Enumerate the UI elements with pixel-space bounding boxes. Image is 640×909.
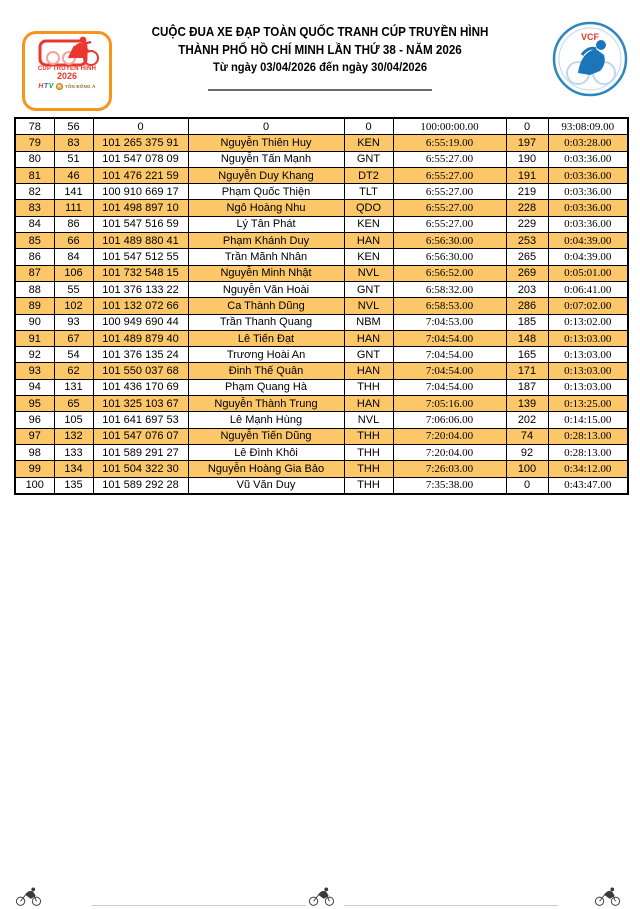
footer-line-right <box>344 905 558 906</box>
cell-uci_id: 101 489 880 41 <box>93 233 188 249</box>
cell-gap: 0:03:36.00 <box>548 167 628 183</box>
cell-name: Phạm Quốc Thiện <box>188 184 344 200</box>
cell-time: 7:20:04.00 <box>393 428 506 444</box>
cell-name: Lê Đình Khôi <box>188 444 344 460</box>
cell-gap: 0:13:03.00 <box>548 330 628 346</box>
cell-bib: 135 <box>54 477 93 494</box>
cell-points: 0 <box>506 477 548 494</box>
cell-points: 148 <box>506 330 548 346</box>
cell-uci_id: 101 641 697 53 <box>93 412 188 428</box>
cell-uci_id: 101 498 897 10 <box>93 200 188 216</box>
cell-time: 6:55:19.00 <box>393 135 506 151</box>
cell-uci_id: 101 476 221 59 <box>93 167 188 183</box>
cell-bib: 86 <box>54 216 93 232</box>
cyclist-icon <box>594 886 621 907</box>
footer-line-left <box>92 905 306 906</box>
cell-name: Phạm Quang Hà <box>188 379 344 395</box>
cell-uci_id: 101 589 292 28 <box>93 477 188 494</box>
cell-bib: 132 <box>54 428 93 444</box>
cell-bib: 84 <box>54 249 93 265</box>
cell-time: 7:06:06.00 <box>393 412 506 428</box>
vcf-federation-logo <box>552 21 628 97</box>
title-line-1: CUỘC ĐUA XE ĐẠP TOÀN QUỐC TRANH CÚP TRUYỀN HÌNH <box>151 25 489 39</box>
cell-gap: 0:13:03.00 <box>548 363 628 379</box>
cell-time: 6:55:27.00 <box>393 151 506 167</box>
table-row <box>15 412 628 428</box>
cell-uci_id: 101 504 322 30 <box>93 461 188 477</box>
cell-uci_id: 101 376 133 22 <box>93 281 188 297</box>
results-table-body <box>15 118 628 494</box>
cell-time: 7:20:04.00 <box>393 444 506 460</box>
table-row <box>15 396 628 412</box>
cell-time: 6:56:30.00 <box>393 233 506 249</box>
table-row <box>15 444 628 460</box>
cell-gap: 0:13:03.00 <box>548 347 628 363</box>
cell-time: 7:05:16.00 <box>393 396 506 412</box>
cell-rank: 91 <box>15 330 54 346</box>
cell-uci_id: 101 547 076 07 <box>93 428 188 444</box>
cell-points: 187 <box>506 379 548 395</box>
cell-uci_id: 101 547 512 55 <box>93 249 188 265</box>
table-row <box>15 477 628 494</box>
cell-team: THH <box>344 379 393 395</box>
cell-rank: 94 <box>15 379 54 395</box>
cell-points: 203 <box>506 281 548 297</box>
cell-rank: 79 <box>15 135 54 151</box>
htv-logo: HTV <box>38 83 54 90</box>
cell-time: 7:04:54.00 <box>393 347 506 363</box>
table-row <box>15 184 628 200</box>
cell-name: Nguyễn Tấn Mạnh <box>188 151 344 167</box>
cell-gap: 0:14:15.00 <box>548 412 628 428</box>
cell-gap: 0:03:36.00 <box>548 216 628 232</box>
cell-bib: 106 <box>54 265 93 281</box>
cell-name: Lê Mạnh Hùng <box>188 412 344 428</box>
cell-rank: 100 <box>15 477 54 494</box>
cell-time: 6:58:53.00 <box>393 298 506 314</box>
cell-team: HAN <box>344 233 393 249</box>
cell-points: 190 <box>506 151 548 167</box>
tv-cyclist-icon <box>31 34 103 68</box>
cell-team: GNT <box>344 281 393 297</box>
cell-name: Đinh Thế Quân <box>188 363 344 379</box>
cell-name: Vũ Văn Duy <box>188 477 344 494</box>
cell-name: Nguyễn Duy Khang <box>188 167 344 183</box>
cell-time: 100:00:00.00 <box>393 118 506 135</box>
cell-time: 6:56:52.00 <box>393 265 506 281</box>
cell-team: HAN <box>344 396 393 412</box>
cell-rank: 92 <box>15 347 54 363</box>
cell-team: 0 <box>344 118 393 135</box>
table-row <box>15 200 628 216</box>
cell-rank: 88 <box>15 281 54 297</box>
cell-name: Ngô Hoàng Nhu <box>188 200 344 216</box>
cell-bib: 141 <box>54 184 93 200</box>
cell-uci_id: 101 265 375 91 <box>93 135 188 151</box>
title-divider <box>208 89 432 91</box>
cell-points: 165 <box>506 347 548 363</box>
table-row <box>15 151 628 167</box>
title-line-3: Từ ngày 03/04/2026 đến ngày 30/04/2026 <box>212 60 428 74</box>
table-row <box>15 265 628 281</box>
cell-time: 7:04:53.00 <box>393 314 506 330</box>
cell-gap: 0:28:13.00 <box>548 428 628 444</box>
cell-uci_id: 100 910 669 17 <box>93 184 188 200</box>
cell-rank: 95 <box>15 396 54 412</box>
table-row <box>15 216 628 232</box>
cell-points: 253 <box>506 233 548 249</box>
cell-uci_id: 101 376 135 24 <box>93 347 188 363</box>
cell-bib: 46 <box>54 167 93 183</box>
table-row <box>15 347 628 363</box>
cell-points: 269 <box>506 265 548 281</box>
cell-team: THH <box>344 477 393 494</box>
cell-rank: 96 <box>15 412 54 428</box>
table-row <box>15 118 628 135</box>
cell-name: 0 <box>188 118 344 135</box>
cell-rank: 83 <box>15 200 54 216</box>
cell-name: Phạm Khánh Duy <box>188 233 344 249</box>
cell-rank: 97 <box>15 428 54 444</box>
cell-bib: 93 <box>54 314 93 330</box>
cell-gap: 0:13:25.00 <box>548 396 628 412</box>
cell-team: DT2 <box>344 167 393 183</box>
cell-uci_id: 0 <box>93 118 188 135</box>
cell-team: THH <box>344 444 393 460</box>
cell-bib: 102 <box>54 298 93 314</box>
cell-points: 185 <box>506 314 548 330</box>
cell-bib: 134 <box>54 461 93 477</box>
cell-team: KEN <box>344 135 393 151</box>
cell-gap: 0:13:03.00 <box>548 379 628 395</box>
cell-points: 202 <box>506 412 548 428</box>
cell-bib: 66 <box>54 233 93 249</box>
cell-bib: 54 <box>54 347 93 363</box>
cell-name: Trần Mãnh Nhân <box>188 249 344 265</box>
cell-team: NVL <box>344 412 393 428</box>
cell-team: THH <box>344 428 393 444</box>
cell-uci_id: 101 732 548 15 <box>93 265 188 281</box>
cell-rank: 86 <box>15 249 54 265</box>
table-row <box>15 167 628 183</box>
cell-time: 6:58:32.00 <box>393 281 506 297</box>
vcf-label: VCF <box>581 32 599 42</box>
cell-time: 7:04:54.00 <box>393 363 506 379</box>
cell-rank: 80 <box>15 151 54 167</box>
cell-uci_id: 101 325 103 67 <box>93 396 188 412</box>
cell-time: 6:55:27.00 <box>393 216 506 232</box>
cell-bib: 65 <box>54 396 93 412</box>
table-row <box>15 249 628 265</box>
table-row <box>15 330 628 346</box>
cell-team: GNT <box>344 151 393 167</box>
cell-team: KEN <box>344 249 393 265</box>
cell-gap: 0:03:36.00 <box>548 184 628 200</box>
cell-team: NVL <box>344 298 393 314</box>
cell-gap: 0:04:39.00 <box>548 249 628 265</box>
cell-uci_id: 100 949 690 44 <box>93 314 188 330</box>
cell-rank: 98 <box>15 444 54 460</box>
table-row <box>15 363 628 379</box>
cell-gap: 0:05:01.00 <box>548 265 628 281</box>
cell-name: Ca Thành Dũng <box>188 298 344 314</box>
cell-points: 74 <box>506 428 548 444</box>
cell-bib: 62 <box>54 363 93 379</box>
cell-time: 6:56:30.00 <box>393 249 506 265</box>
title-line-2: THÀNH PHỐ HỒ CHÍ MINH LẦN THỨ 38 - NĂM 2026 <box>178 42 462 57</box>
cell-points: 171 <box>506 363 548 379</box>
cell-rank: 87 <box>15 265 54 281</box>
cell-name: Trương Hoài An <box>188 347 344 363</box>
cell-gap: 93:08:09.00 <box>548 118 628 135</box>
cell-points: 228 <box>506 200 548 216</box>
cell-team: THH <box>344 461 393 477</box>
cell-team: HAN <box>344 363 393 379</box>
table-row <box>15 135 628 151</box>
cell-uci_id: 101 589 291 27 <box>93 444 188 460</box>
cell-bib: 67 <box>54 330 93 346</box>
cell-uci_id: 101 436 170 69 <box>93 379 188 395</box>
cell-uci_id: 101 489 879 40 <box>93 330 188 346</box>
sponsor-dot-icon <box>56 83 63 90</box>
cup-logo-year: 2026 <box>56 71 78 81</box>
cell-team: TLT <box>344 184 393 200</box>
cell-team: HAN <box>344 330 393 346</box>
cell-name: Nguyễn Văn Hoài <box>188 281 344 297</box>
cell-time: 6:55:27.00 <box>393 184 506 200</box>
cell-uci_id: 101 550 037 68 <box>93 363 188 379</box>
cell-gap: 0:03:36.00 <box>548 151 628 167</box>
cell-gap: 0:07:02.00 <box>548 298 628 314</box>
cell-team: NVL <box>344 265 393 281</box>
cell-points: 286 <box>506 298 548 314</box>
cell-points: 219 <box>506 184 548 200</box>
cell-gap: 0:03:36.00 <box>548 200 628 216</box>
page-title-block <box>120 24 520 77</box>
cell-time: 7:26:03.00 <box>393 461 506 477</box>
cell-points: 191 <box>506 167 548 183</box>
cell-bib: 51 <box>54 151 93 167</box>
cell-name: Lê Tiến Đạt <box>188 330 344 346</box>
cell-gap: 0:06:41.00 <box>548 281 628 297</box>
table-row <box>15 379 628 395</box>
cell-gap: 0:13:02.00 <box>548 314 628 330</box>
cell-rank: 90 <box>15 314 54 330</box>
cell-name: Nguyễn Tiến Dũng <box>188 428 344 444</box>
cell-rank: 99 <box>15 461 54 477</box>
cell-bib: 133 <box>54 444 93 460</box>
cell-rank: 82 <box>15 184 54 200</box>
cell-time: 7:04:54.00 <box>393 379 506 395</box>
table-row <box>15 461 628 477</box>
cyclist-icon <box>15 886 42 907</box>
cell-team: KEN <box>344 216 393 232</box>
cell-time: 7:04:54.00 <box>393 330 506 346</box>
cell-bib: 111 <box>54 200 93 216</box>
cell-bib: 105 <box>54 412 93 428</box>
cell-rank: 81 <box>15 167 54 183</box>
cell-name: Nguyễn Minh Nhật <box>188 265 344 281</box>
cell-gap: 0:34:12.00 <box>548 461 628 477</box>
cell-points: 265 <box>506 249 548 265</box>
cup-truyen-hinh-logo <box>22 31 112 111</box>
cell-time: 6:55:27.00 <box>393 167 506 183</box>
cell-bib: 56 <box>54 118 93 135</box>
cell-rank: 84 <box>15 216 54 232</box>
cell-uci_id: 101 547 516 59 <box>93 216 188 232</box>
results-table <box>14 117 629 495</box>
table-row <box>15 233 628 249</box>
cell-points: 229 <box>506 216 548 232</box>
table-row <box>15 298 628 314</box>
cup-logo-title: CÚP TRUYỀN HÌNH <box>37 66 97 72</box>
cell-name: Nguyễn Thành Trung <box>188 396 344 412</box>
cell-team: GNT <box>344 347 393 363</box>
cell-name: Nguyễn Hoàng Gia Bảo <box>188 461 344 477</box>
cell-team: QDO <box>344 200 393 216</box>
cell-rank: 93 <box>15 363 54 379</box>
cell-gap: 0:43:47.00 <box>548 477 628 494</box>
cell-points: 100 <box>506 461 548 477</box>
cell-rank: 89 <box>15 298 54 314</box>
cyclist-icon <box>308 886 335 907</box>
cell-name: Nguyễn Thiên Huy <box>188 135 344 151</box>
cell-rank: 85 <box>15 233 54 249</box>
cell-time: 6:55:27.00 <box>393 200 506 216</box>
cell-name: Trần Thanh Quang <box>188 314 344 330</box>
cell-uci_id: 101 132 072 66 <box>93 298 188 314</box>
cell-points: 0 <box>506 118 548 135</box>
cell-gap: 0:03:28.00 <box>548 135 628 151</box>
cell-rank: 78 <box>15 118 54 135</box>
cell-gap: 0:28:13.00 <box>548 444 628 460</box>
cell-bib: 83 <box>54 135 93 151</box>
table-row <box>15 314 628 330</box>
cell-points: 92 <box>506 444 548 460</box>
table-row <box>15 281 628 297</box>
cell-time: 7:35:38.00 <box>393 477 506 494</box>
cell-gap: 0:04:39.00 <box>548 233 628 249</box>
cell-bib: 55 <box>54 281 93 297</box>
table-row <box>15 428 628 444</box>
cell-team: NBM <box>344 314 393 330</box>
cell-name: Lý Tân Phát <box>188 216 344 232</box>
sponsor-name: TÔN ĐÔNG Á <box>64 84 96 89</box>
cell-points: 139 <box>506 396 548 412</box>
cell-bib: 131 <box>54 379 93 395</box>
cell-points: 197 <box>506 135 548 151</box>
cell-uci_id: 101 547 078 09 <box>93 151 188 167</box>
